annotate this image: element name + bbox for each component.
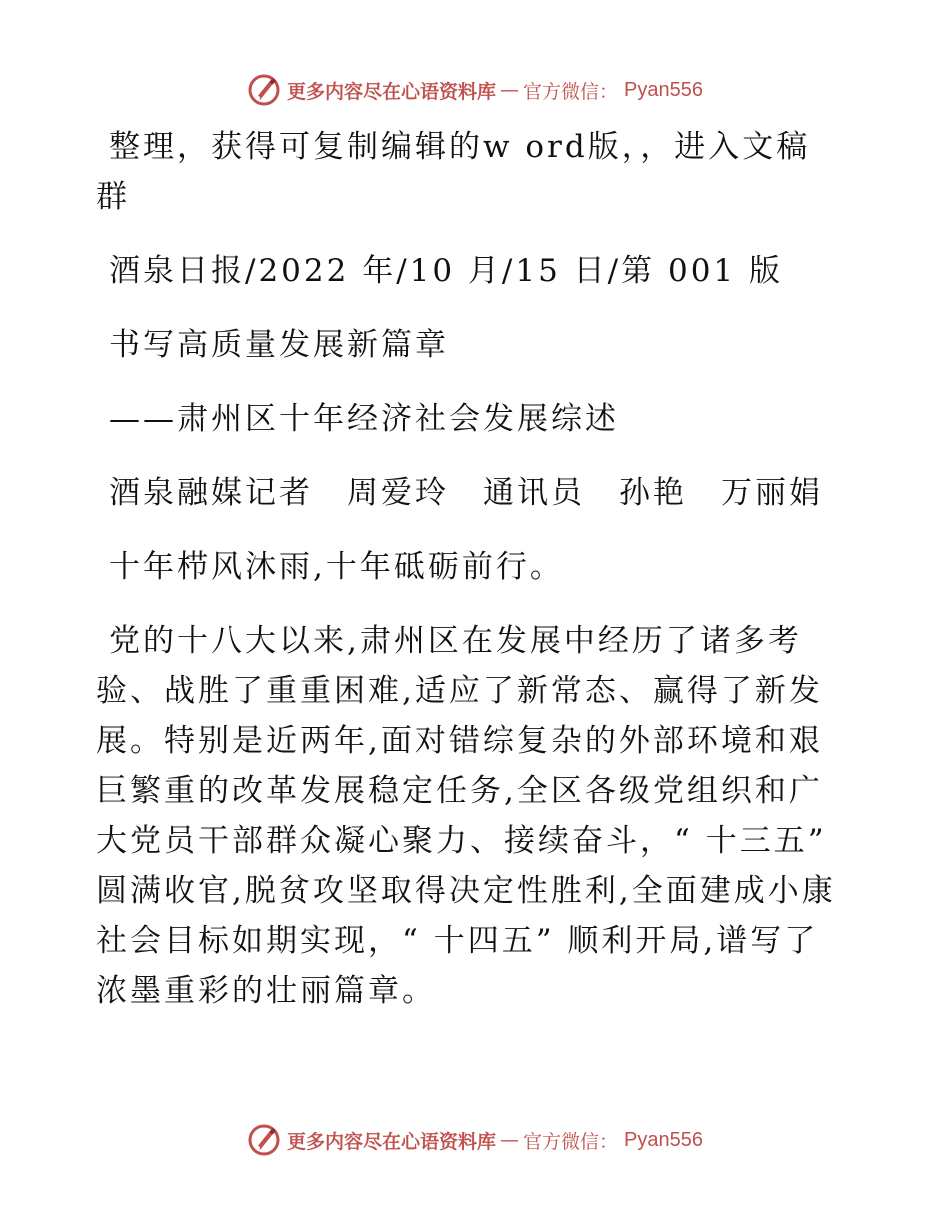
intro-line-2: 群 bbox=[96, 179, 130, 215]
footer-banner-wechat-id: Pyan556 bbox=[624, 1128, 703, 1151]
body-paragraph bbox=[96, 616, 866, 1016]
footer-banner-wechat-label: 官方微信： bbox=[523, 1130, 619, 1153]
lead-sentence: 十年栉风沐雨,十年砥砺前行。 bbox=[109, 549, 564, 585]
intro-line-1: 整理，获得可复制编辑的w ord版，，进入文稿 bbox=[109, 129, 811, 165]
footer-banner bbox=[0, 1120, 950, 1160]
banner-separator: — bbox=[500, 79, 520, 101]
footer-banner-main-text: 更多内容尽在心语资料库 bbox=[287, 1130, 497, 1153]
logo-icon bbox=[247, 73, 281, 107]
dateline: 酒泉日报/2022 年/10 月/15 日/第 001 版 bbox=[109, 253, 784, 289]
headline: 书写高质量发展新篇章 bbox=[109, 327, 449, 363]
document-body bbox=[96, 122, 866, 1016]
body-line-3: 展。特别是近两年,面对错综复杂的外部环境和艰 bbox=[96, 723, 823, 759]
body-line-2: 验、战胜了重重困难,适应了新常态、赢得了新发 bbox=[96, 673, 823, 709]
subheadline: ——肃州区十年经济社会发展综述 bbox=[109, 401, 619, 437]
body-line-1: 党的十八大以来,肃州区在发展中经历了诸多考 bbox=[109, 623, 802, 659]
body-line-5: 大党员干部群众凝心聚力、接续奋斗，“ 十三五” bbox=[96, 823, 827, 859]
banner-wechat-id: Pyan556 bbox=[624, 78, 703, 101]
byline: 酒泉融媒记者 周爱玲 通讯员 孙艳 万丽娟 bbox=[109, 475, 823, 511]
body-line-8: 浓墨重彩的壮丽篇章。 bbox=[96, 973, 436, 1009]
header-banner bbox=[0, 70, 950, 110]
logo-icon bbox=[247, 1123, 281, 1157]
footer-banner-separator: — bbox=[500, 1129, 520, 1151]
banner-wechat-label: 官方微信： bbox=[523, 80, 619, 103]
body-line-4: 巨繁重的改革发展稳定任务,全区各级党组织和广 bbox=[96, 773, 823, 809]
body-line-7: 社会目标如期实现，“ 十四五” 顺利开局,谱写了 bbox=[96, 923, 819, 959]
intro-paragraph bbox=[96, 122, 866, 222]
banner-main-text: 更多内容尽在心语资料库 bbox=[287, 80, 497, 103]
body-line-6: 圆满收官,脱贫攻坚取得决定性胜利,全面建成小康 bbox=[96, 873, 836, 909]
